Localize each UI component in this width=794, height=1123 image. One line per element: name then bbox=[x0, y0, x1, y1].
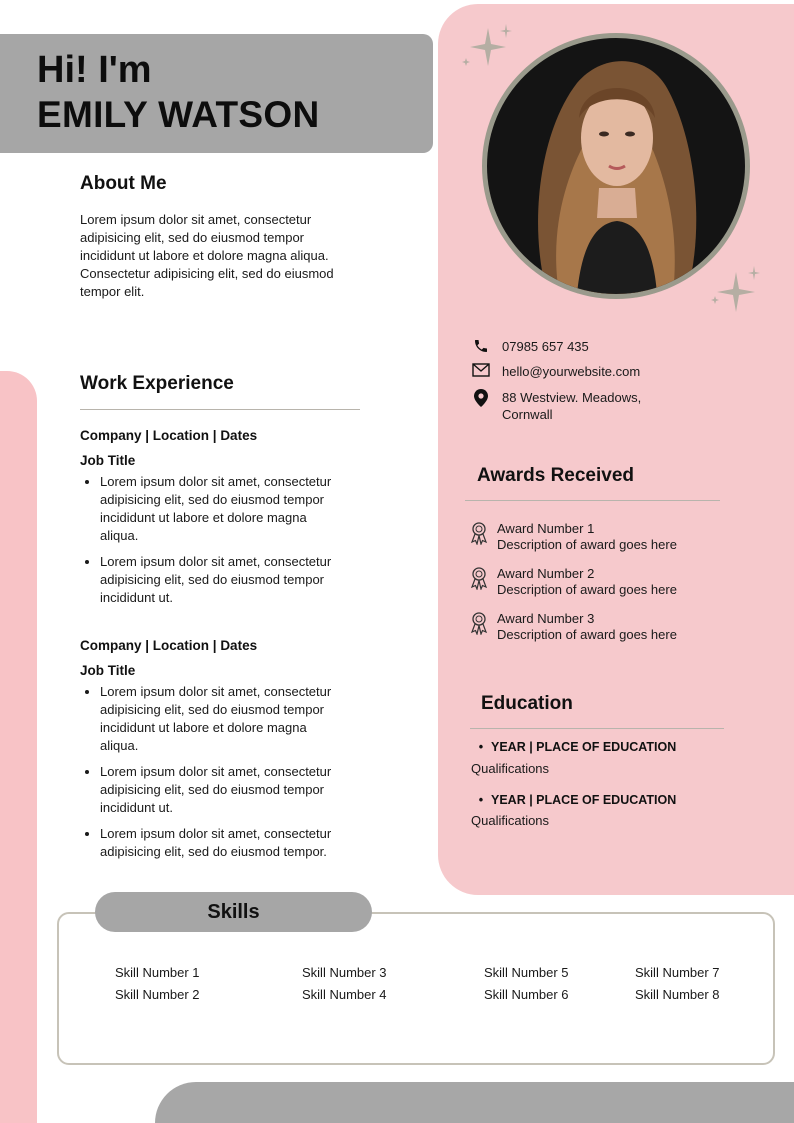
address-line-2: Cornwall bbox=[502, 407, 553, 422]
award-item bbox=[469, 566, 729, 598]
full-name: EMILY WATSON bbox=[37, 94, 320, 135]
contact-email bbox=[470, 363, 720, 381]
about-heading: About Me bbox=[80, 173, 167, 194]
job-title: Job Title bbox=[80, 453, 136, 468]
work-divider bbox=[80, 409, 360, 410]
job-bullet: • Lorem ipsum dolor sit amet, consectetur adipisicing elit, sed do eiusmod tempor incididunt ut. bbox=[100, 763, 342, 817]
job-title: Job Title bbox=[80, 663, 136, 678]
awards-heading: Awards Received bbox=[477, 465, 635, 486]
education-divider bbox=[470, 728, 724, 729]
sparkle-icon bbox=[460, 22, 520, 72]
education-qualification: Qualifications bbox=[471, 813, 550, 828]
job-entry bbox=[80, 638, 342, 869]
education-entry: • YEAR | PLACE OF EDUCATION bbox=[478, 793, 677, 807]
education-heading: Education bbox=[481, 693, 573, 714]
left-pink-strip bbox=[0, 371, 37, 1123]
job-bullet: • Lorem ipsum dolor sit amet, consectetur adipisicing elit, sed do eiusmod tempor incididunt ut. bbox=[100, 553, 342, 607]
skill-item: Skill Number 1 bbox=[115, 965, 200, 980]
award-item bbox=[469, 611, 729, 643]
award-item bbox=[469, 521, 729, 553]
email-address: hello@yourwebsite.com bbox=[502, 364, 641, 379]
award-description: Description of award goes here bbox=[497, 627, 677, 642]
education-entry: • YEAR | PLACE OF EDUCATION bbox=[478, 740, 677, 754]
skill-item: Skill Number 5 bbox=[484, 965, 569, 980]
skill-item: Skill Number 8 bbox=[635, 987, 720, 1002]
contact-phone bbox=[470, 338, 720, 356]
skill-item: Skill Number 7 bbox=[635, 965, 720, 980]
contact-address bbox=[470, 389, 720, 423]
skills-column bbox=[484, 962, 569, 1006]
award-ribbon-icon bbox=[469, 611, 489, 635]
skill-item: Skill Number 2 bbox=[115, 987, 200, 1002]
job-bullet: • Lorem ipsum dolor sit amet, consectetur adipisicing elit, sed do eiusmod tempor. bbox=[100, 825, 342, 861]
skills-column bbox=[302, 962, 387, 1006]
job-bullet: • Lorem ipsum dolor sit amet, consectetur adipisicing elit, sed do eiusmod tempor incididunt ut labore et dolore magna aliqua. bbox=[100, 473, 342, 545]
awards-list bbox=[469, 521, 729, 643]
phone-icon bbox=[470, 338, 492, 356]
location-pin-icon bbox=[470, 389, 492, 407]
mail-icon bbox=[470, 363, 492, 381]
about-text: Lorem ipsum dolor sit amet, consectetur adipisicing elit, sed do eiusmod tempor incididunt ut labore et dolore magna aliqua. Consectetur adipisicing elit, sed do eiusmod tempor elit. bbox=[80, 212, 334, 299]
award-description: Description of award goes here bbox=[497, 537, 677, 552]
greeting: Hi! I'm bbox=[37, 49, 152, 91]
education-place: YEAR | PLACE OF EDUCATION bbox=[491, 740, 677, 754]
contact-list bbox=[470, 338, 720, 423]
job-company: Company | Location | Dates bbox=[80, 638, 258, 653]
bottom-grey-bar bbox=[155, 1082, 794, 1123]
job-company: Company | Location | Dates bbox=[80, 428, 258, 443]
skill-item: Skill Number 3 bbox=[302, 965, 387, 980]
skills-heading: Skills bbox=[95, 892, 372, 932]
address-line-1: 88 Westview. Meadows, bbox=[502, 390, 642, 405]
skill-item: Skill Number 6 bbox=[484, 987, 569, 1002]
award-name: Award Number 3 bbox=[497, 611, 595, 626]
profile-photo bbox=[487, 38, 745, 294]
skills-column bbox=[115, 962, 200, 1006]
job-entry bbox=[80, 428, 342, 615]
job-bullet: • Lorem ipsum dolor sit amet, consectetur adipisicing elit, sed do eiusmod tempor incididunt ut labore et dolore magna aliqua. bbox=[100, 683, 342, 755]
award-ribbon-icon bbox=[469, 521, 489, 545]
award-name: Award Number 2 bbox=[497, 566, 595, 581]
phone-number: 07985 657 435 bbox=[502, 339, 589, 354]
award-ribbon-icon bbox=[469, 566, 489, 590]
award-description: Description of award goes here bbox=[497, 582, 677, 597]
work-heading: Work Experience bbox=[80, 373, 234, 394]
skills-column bbox=[635, 962, 720, 1006]
skill-item: Skill Number 4 bbox=[302, 987, 387, 1002]
award-name: Award Number 1 bbox=[497, 521, 595, 536]
sparkle-icon bbox=[706, 262, 766, 317]
awards-divider bbox=[465, 500, 720, 501]
education-list bbox=[471, 740, 731, 828]
education-qualification: Qualifications bbox=[471, 761, 550, 776]
education-place: YEAR | PLACE OF EDUCATION bbox=[491, 793, 677, 807]
